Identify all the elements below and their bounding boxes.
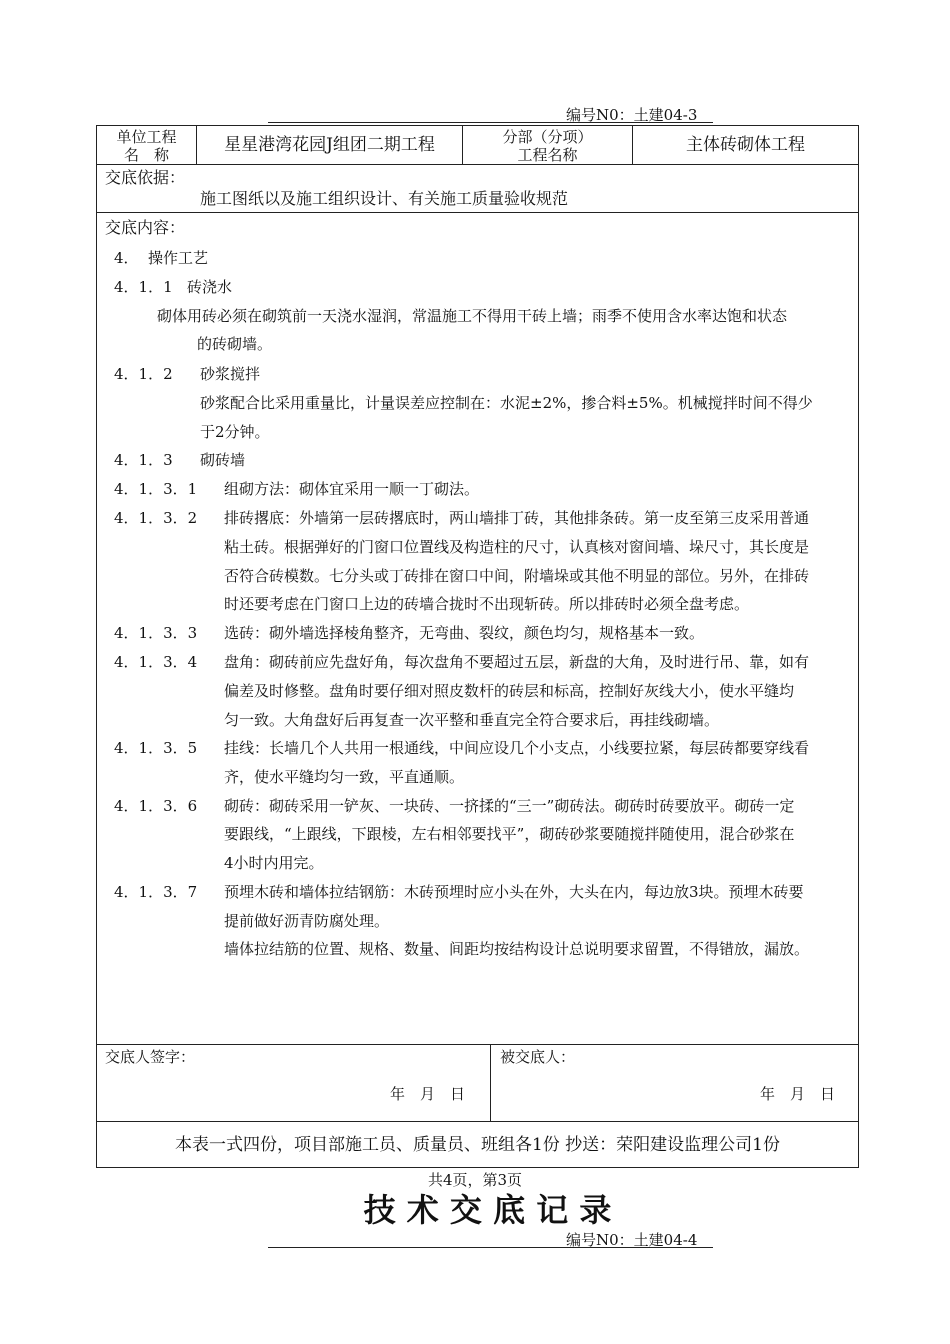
step-text: 墙体拉结筋的位置、规格、数量、间距均按结构设计总说明要求留置，不得错放，漏放。 bbox=[224, 940, 810, 958]
step-number: 4． bbox=[114, 249, 139, 267]
step-number: 4．1．3．5 bbox=[114, 739, 198, 757]
sub-label-line2: 工程名称 bbox=[517, 146, 578, 164]
step-text: 匀一致。大角盘好后再复查一次平整和垂直完全符合要求后，再挂线砌墙。 bbox=[224, 711, 720, 729]
step-text: 偏差及时修整。盘角时要仔细对照皮数杆的砖层和标高，控制好灰线大小，使水平缝均 bbox=[224, 682, 795, 700]
sign-col-divider bbox=[490, 1044, 491, 1122]
table-header-divider bbox=[96, 164, 859, 165]
step-number: 4．1．3．4 bbox=[114, 653, 198, 671]
step-text: 时还要考虑在门窗口上边的砖墙合拢时不出现斩砖。所以排砖时必须全盘考虑。 bbox=[224, 595, 750, 613]
sub-project-name: 主体砖砌体工程 bbox=[686, 135, 805, 155]
step-number: 4．1．3．3 bbox=[114, 624, 198, 642]
step-number: 4．1．3 bbox=[114, 451, 173, 469]
next-page-title: 技 术 交 底 记 录 bbox=[363, 1191, 612, 1229]
step-text: 砂浆配合比采用重量比，计量误差应控制在：水泥±2%，掺合料±5%。机械搅拌时间不得少 bbox=[200, 394, 813, 412]
project-name: 星星港湾花园J组团二期工程 bbox=[224, 135, 435, 155]
step-text: 选砖：砌外墙选择棱角整齐，无弯曲、裂纹，颜色均匀，规格基本一致。 bbox=[224, 624, 705, 642]
signer-date: 年 月 日 bbox=[390, 1085, 466, 1103]
content-label: 交底内容： bbox=[105, 218, 186, 237]
step-text: 操作工艺 bbox=[148, 249, 209, 267]
form-code: 编号N0：土建04-3 bbox=[566, 106, 698, 124]
step-text: 提前做好沥青防腐处理。 bbox=[224, 912, 390, 930]
step-text: 4小时内用完。 bbox=[224, 854, 324, 872]
step-text: 砖浇水 bbox=[187, 278, 233, 296]
step-text: 的砖砌墙。 bbox=[197, 335, 273, 353]
next-form-code: 编号N0：土建04-4 bbox=[566, 1231, 698, 1249]
step-text: 预埋木砖和墙体拉结钢筋：木砖预埋时应小头在外，大头在内，每边放3块。预埋木砖要 bbox=[224, 883, 804, 901]
step-number: 4．1．3．6 bbox=[114, 797, 198, 815]
step-text: 砌砖：砌砖采用一铲灰、一块砖、一挤揉的“三一”砌砖法。砌砖时砖要放平。砌砖一定 bbox=[224, 797, 795, 815]
step-text: 于2分钟。 bbox=[200, 423, 270, 441]
receiver-label: 被交底人： bbox=[500, 1048, 576, 1066]
content-divider bbox=[96, 1044, 859, 1045]
step-text: 要跟线，“上跟线，下跟棱，左右相邻要找平”，砌砖砂浆要随搅拌随使用，混合砂浆在 bbox=[224, 825, 795, 843]
step-text: 排砖撂底：外墙第一层砖撂底时，两山墙排丁砖，其他排条砖。第一皮至第三皮采用普通 bbox=[224, 509, 810, 527]
basis-divider bbox=[96, 212, 859, 213]
step-text: 否符合砖模数。七分头或丁砖排在窗口中间，附墙垛或其他不明显的部位。另外，在排砖 bbox=[224, 567, 810, 585]
step-text: 盘角：砌砖前应先盘好角，每次盘角不要超过五层，新盘的大角，及时进行吊、靠，如有 bbox=[224, 653, 810, 671]
step-text: 组砌方法：砌体宜采用一顺一丁砌法。 bbox=[224, 480, 480, 498]
step-text: 挂线：长墙几个人共用一根通线，中间应设几个小支点，小线要拉紧，每层砖都要穿线看 bbox=[224, 739, 810, 757]
basis-label: 交底依据： bbox=[105, 168, 186, 187]
sub-label-line1: 分部（分项） bbox=[502, 128, 593, 146]
signer-label: 交底人签字： bbox=[105, 1048, 196, 1066]
basis-text: 施工图纸以及施工组织设计、有关施工质量验收规范 bbox=[200, 189, 569, 208]
table-right-border bbox=[858, 125, 859, 1168]
step-text: 砌砖墙 bbox=[200, 451, 246, 469]
distribution-note: 本表一式四份，项目部施工员、质量员、班组各1份 抄送：荣阳建设监理公司1份 bbox=[174, 1135, 781, 1155]
step-number: 4．1．3．7 bbox=[114, 883, 198, 901]
table-left-border bbox=[96, 125, 97, 1168]
step-number: 4．1．3．2 bbox=[114, 509, 198, 527]
step-text: 砌体用砖必须在砌筑前一天浇水湿润，常温施工不得用干砖上墙；雨季不使用含水率达饱和状态 bbox=[157, 307, 788, 325]
step-text: 粘土砖。根据弹好的门窗口位置线及构造柱的尺寸，认真核对窗间墙、垛尺寸，其长度是 bbox=[224, 538, 810, 556]
sign-divider bbox=[96, 1121, 859, 1122]
step-number: 4．1．1 bbox=[114, 278, 173, 296]
step-text: 砂浆搅拌 bbox=[200, 365, 261, 383]
receiver-date: 年 月 日 bbox=[760, 1085, 836, 1103]
unit-label-line1: 单位工程 bbox=[116, 128, 177, 146]
step-number: 4．1．3．1 bbox=[114, 480, 198, 498]
page-info: 共4页，第3页 bbox=[427, 1171, 523, 1189]
table-bottom-border bbox=[96, 1167, 859, 1168]
unit-label-line2: 名 称 bbox=[123, 146, 169, 164]
step-number: 4．1．2 bbox=[114, 365, 173, 383]
table-top-border bbox=[96, 125, 859, 126]
step-text: 齐，使水平缝均匀一致，平直通顺。 bbox=[224, 768, 465, 786]
